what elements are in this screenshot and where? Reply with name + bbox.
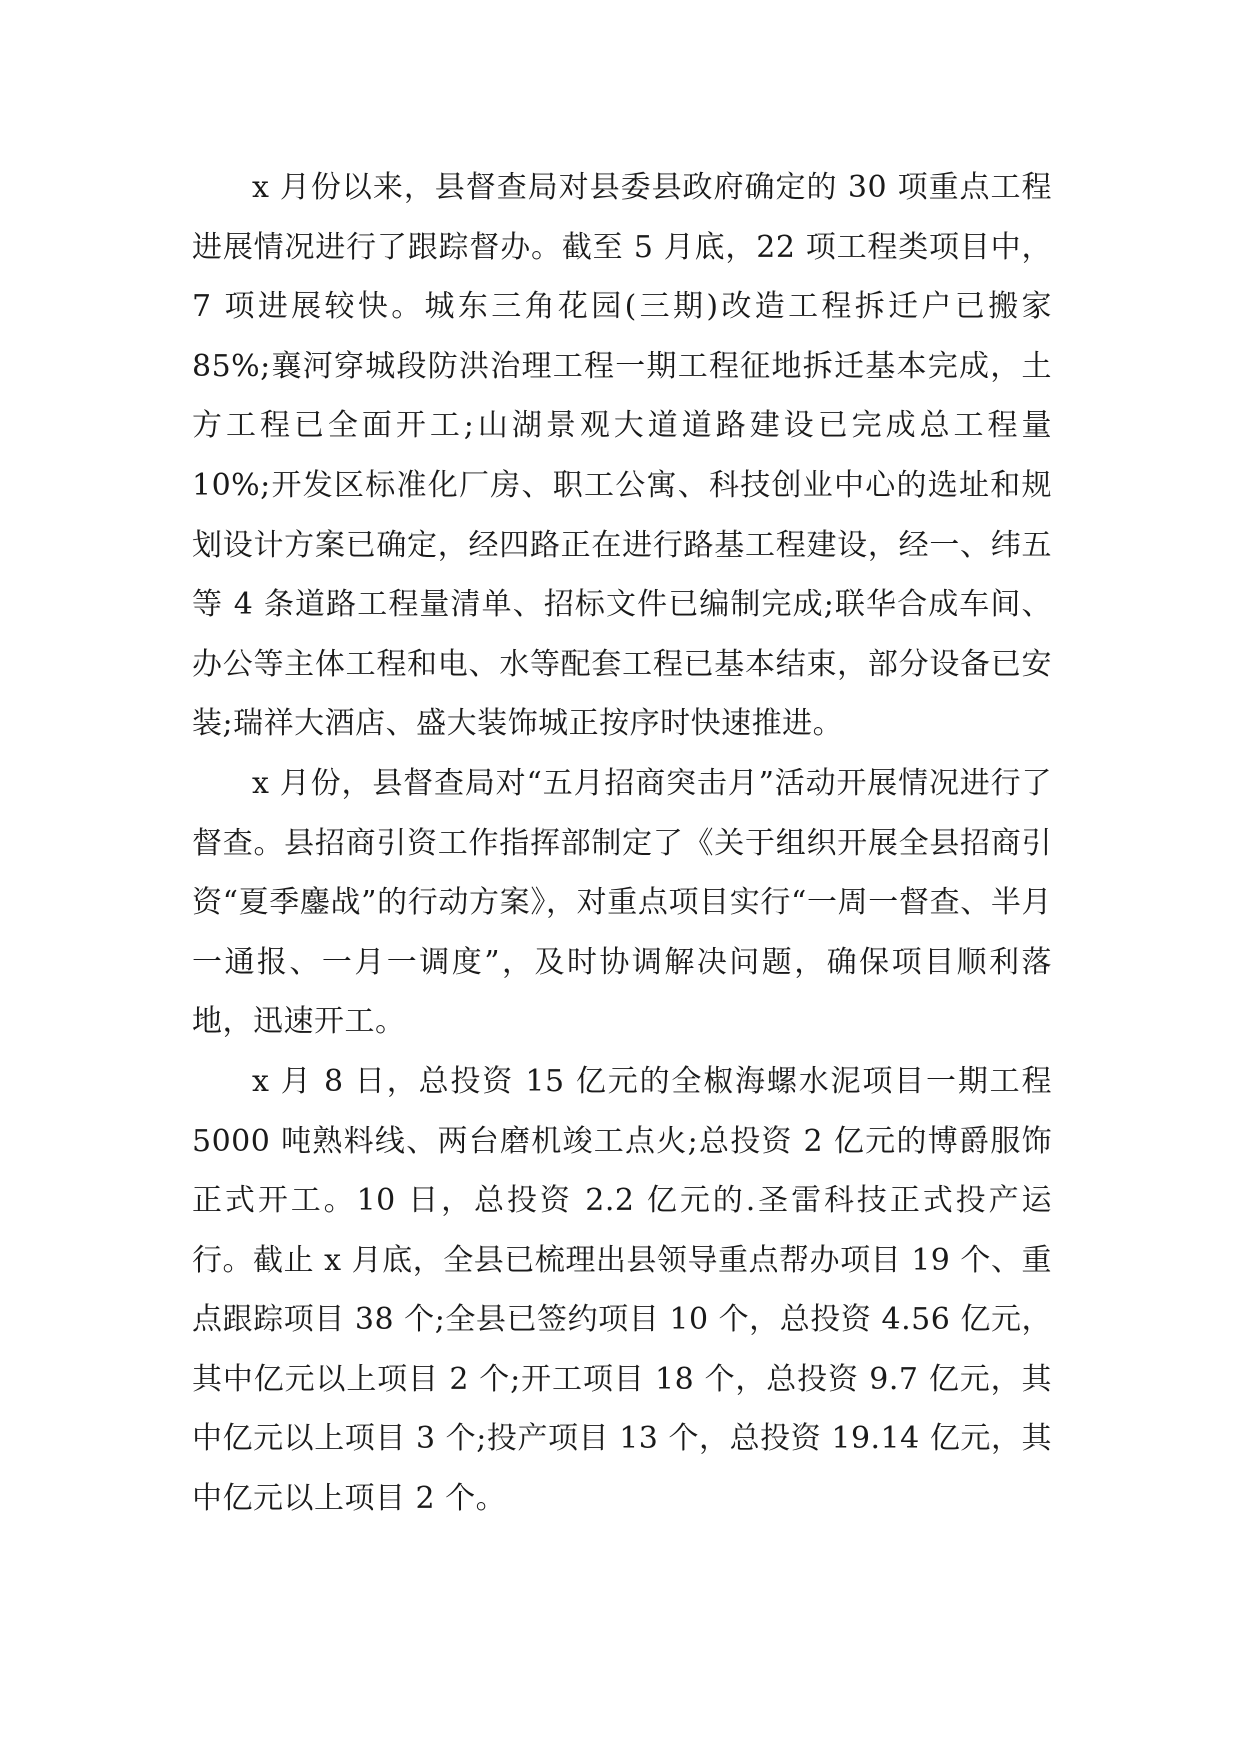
document-page [192,158,1052,1529]
paragraph-investment-campaign: x 月份，县督查局对“五月招商突击月”活动开展情况进行了督查。县招商引资工作指挥部制定了《关于组织开展全县招商引资“夏季鏖战”的行动方案》，对重点项目实行“一周一督查、半月一通报、一月一调度”，及时协调解决问题，确保项目顺利落地，迅速开工。 [192,765,1052,1040]
paragraph-project-statistics: x 月 8 日，总投资 15 亿元的全椒海螺水泥项目一期工程 5000 吨熟料线、两台磨机竣工点火;总投资 2 亿元的博爵服饰正式开工。10 日，总投资 2.2 亿元的.圣雷科技正式投产运行。截止 x 月底，全县已梳理出县领导重点帮办项目 19 个、重点跟踪项目 38 个;全县已签约项目 10 个，总投资 4.56 亿元，其中亿元以上项目 2 个;开工项目 18 个，总投资 9.7 亿元，其中亿元以上项目 3 个;投产项目 13 个，总投资 19.14 亿元，其中亿元以上项目 2 个。 [192,1063,1052,1517]
paragraph-project-progress: x 月份以来，县督查局对县委县政府确定的 30 项重点工程进展情况进行了跟踪督办。截至 5 月底，22 项工程类项目中，7 项进展较快。城东三角花园(三期)改造工程拆迁户已搬家 85%;襄河穿城段防洪治理工程一期工程征地拆迁基本完成，土方工程已全面开工;山湖景观大道道路建设已完成总工程量 10%;开发区标准化厂房、职工公寓、科技创业中心的选址和规划设计方案已确定，经四路正在进行路基工程建设，经一、纬五等 4 条道路工程量清单、招标文件已编制完成;联华合成车间、办公等主体工程和电、水等配套工程已基本结束，部分设备已安装;瑞祥大酒店、盛大装饰城正按序时快速推进。 [192,170,1052,742]
